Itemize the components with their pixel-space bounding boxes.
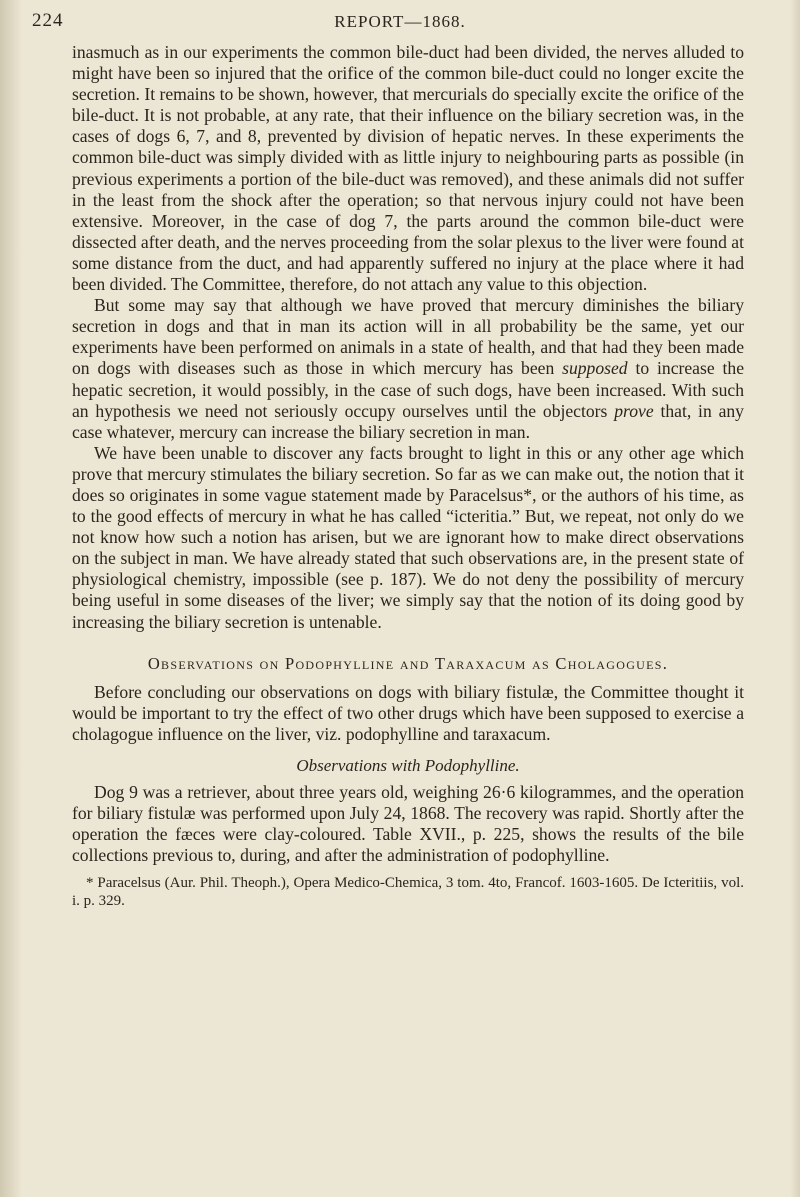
page-header — [30, 8, 770, 36]
paragraph-2-text-b: to increase the hepatic secretion, it would possibly, in the case of such dogs, have been increased. With such an hypothesis we need not seriously occupy ourselves until the objectors — [72, 358, 744, 421]
paragraph-2 — [72, 295, 744, 443]
subheading: Observations with Podophylline. — [296, 756, 520, 775]
book-gutter — [0, 0, 22, 1197]
subsection-paragraph: Dog 9 was a retriever, about three years old, weighing 26·6 kilogrammes, and the operation for biliary fistulæ was performed upon July 24, 1868. The recovery was rapid. Shortly after the operation the fæces were clay-coloured. Table XVII., p. 225, shows the results of the bile collections previous to, during, and after the administration of podophylline. — [72, 782, 744, 866]
paragraph-3: We have been unable to discover any facts brought to light in this or any other age which prove that mercury stimulates the biliary secretion. So far as we can make out, the notion that it does so originates in some vague statement made by Paracelsus*, or the authors of his time, as to the good effects of mercury in what he has called “icteritia.” But, we repeat, not only do we not know how such a notion has arisen, but we are ignorant how to make direct observations on the subject in man. We have already stated that such observations are, in the present state of physiological chemistry, impossible (see p. 187). We do not deny the possibility of mercury being useful in some diseases of the liver; we simply say that the notion of its doing good by increasing the biliary secretion is untenable. — [72, 442, 744, 632]
paragraph-2-text-a: But some may say that although we have proved that mercury diminishes the biliary secretion in dogs and that in man its action will in all probability be the same, yet our experiments have been performed on animals in a state of health, and that had they been made on dogs with diseases such as those in which mercury has been — [72, 295, 744, 379]
page-edge — [790, 0, 800, 1197]
emphasis-supposed: supposed — [562, 358, 628, 379]
section-heading: Observations on Podophylline and Taraxacum as Cholagogues. — [147, 653, 669, 673]
section-paragraph: Before concluding our observations on dogs with biliary fistulæ, the Committee thought it would be important to try the effect of two other drugs which have been supposed to exercise a cholagogue influence on the liver, viz. podophylline and taraxacum. — [72, 681, 744, 744]
paragraph-1: inasmuch as in our experiments the common bile-duct had been divided, the nerves alluded to might have been so injured that the orifice of the common bile-duct could no longer excite the secretion. It remains to be shown, however, that mercurials do specially excite the orifice of the bile-duct. It is not probable, at any rate, that their influence on the biliary secretion was, in the cases of dogs 6, 7, and 8, prevented by division of hepatic nerves. In these experiments the common bile-duct was simply divided with as little injury to neighbouring parts as possible (in previous experiments a portion of the bile-duct was removed), and these animals did not suffer in the least from the shock after the operation; so that nervous injury could not have been extensive. Moreover, in the case of dog 7, the parts around the common bile-duct were dissected after death, and the nerves proceeding from the solar plexus to the liver were found at some distance from the duct, and had apparently suffered no injury at the place where it had been divided. The Committee, therefore, do not attach any value to this objection. — [72, 42, 744, 295]
page-body — [72, 42, 744, 910]
page-number: 224 — [32, 10, 64, 31]
paragraph-2-text-c: that, in any case whatever, mercury can increase the biliary secretion in man. — [72, 400, 744, 442]
footnote: * Paracelsus (Aur. Phil. Theoph.), Opera Medico-Chemica, 3 tom. 4to, Francof. 1603-1605. De Icteritiis, vol. i. p. 329. — [72, 875, 744, 910]
emphasis-prove: prove — [614, 400, 654, 421]
running-head: REPORT—1868. — [334, 12, 466, 31]
